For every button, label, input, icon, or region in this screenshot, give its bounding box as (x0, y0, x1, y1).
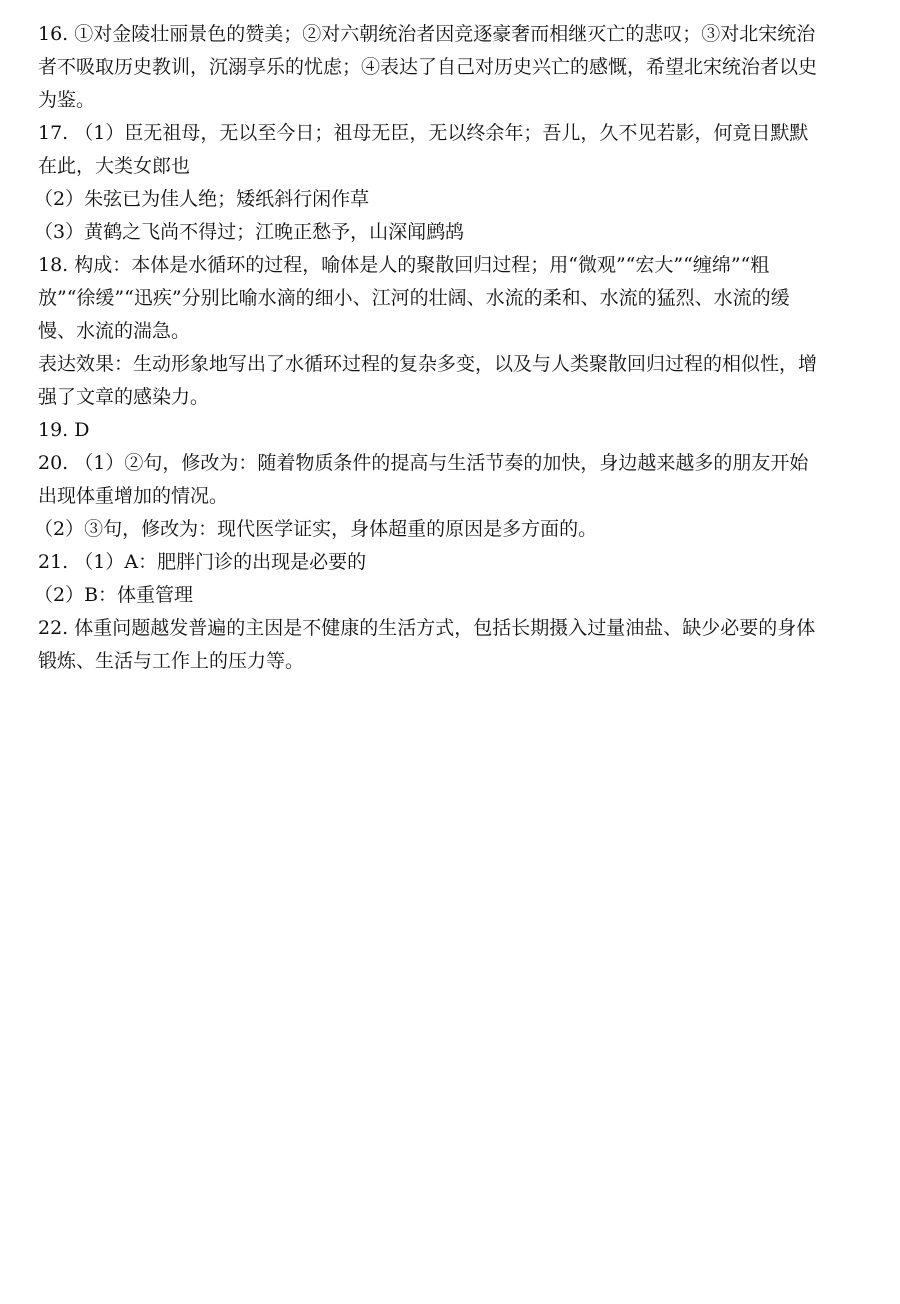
answer-21-line-1: 21. （1）A：肥胖门诊的出现是必要的 (38, 551, 367, 573)
answer-20-line-1: 20. （1）②句，修改为：随着物质条件的提高与生活节奏的加快，身边越来越多的朋友开始 (38, 452, 809, 474)
answer-18-line-4: 表达效果：生动形象地写出了水循环过程的复杂多变，以及与人类聚散回归过程的相似性，增 (38, 353, 818, 375)
answer-18 (38, 249, 866, 414)
answer-20-part-2: （2）③句，修改为：现代医学证实，身体超重的原因是多方面的。 (34, 518, 598, 540)
answer-18-line-2: 放”“徐缓”“迅疾”分别比喻水滴的细小、江河的壮阔、水流的柔和、水流的猛烈、水流的缓 (38, 287, 790, 309)
answer-17-part-2: （2）朱弦已为佳人绝；矮纸斜行闲作草 (34, 188, 370, 210)
answer-18-line-5: 强了文章的感染力。 (38, 386, 210, 408)
answer-20 (34, 447, 866, 546)
answer-22 (38, 612, 866, 678)
answer-22-line-2: 锻炼、生活与工作上的压力等。 (38, 650, 305, 672)
answer-16 (38, 18, 866, 117)
answer-21-part-2: （2）B：体重管理 (34, 584, 194, 606)
answer-document (34, 18, 866, 678)
answer-19-line: 19. D (38, 419, 90, 441)
answer-16-line-3: 为鉴。 (38, 89, 96, 111)
answer-18-line-3: 慢、水流的湍急。 (38, 320, 191, 342)
answer-17-line-1: 17. （1）臣无祖母，无以至今日；祖母无臣，无以终余年；吾儿，久不见若影，何竟日默默 (38, 122, 809, 144)
answer-16-line-2: 者不吸取历史教训，沉溺享乐的忧虑；④表达了自己对历史兴亡的感慨，希望北宋统治者以史 (38, 56, 818, 78)
answer-21 (34, 546, 866, 612)
answer-22-line-1: 22. 体重问题越发普遍的主因是不健康的生活方式，包括长期摄入过量油盐、缺少必要的身体 (38, 617, 816, 639)
answer-17 (34, 117, 866, 249)
answer-20-line-2: 出现体重增加的情况。 (38, 485, 229, 507)
answer-16-line-1: 16. ①对金陵壮丽景色的赞美；②对六朝统治者因竞逐豪奢而相继灭亡的悲叹；③对北宋统治 (38, 23, 816, 45)
answer-19 (38, 414, 866, 447)
answer-18-line-1: 18. 构成：本体是水循环的过程，喻体是人的聚散回归过程；用“微观”“宏大”“缠绵”“粗 (38, 254, 770, 276)
answer-17-line-2: 在此，大类女郎也 (38, 155, 191, 177)
answer-17-part-3: （3）黄鹤之飞尚不得过；江晚正愁予，山深闻鹧鸪 (34, 221, 465, 243)
